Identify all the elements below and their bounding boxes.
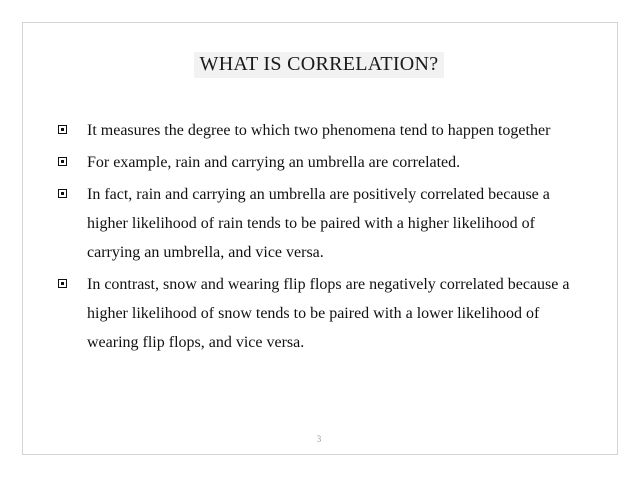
bullet-text: In contrast, snow and wearing flip flops are negatively correlated because a higher likelihood of snow tends to be paired with a lower likelihood of wearing flip flops, and vice versa. — [87, 276, 570, 351]
bullet-text: In fact, rain and carrying an umbrella are positively correlated because a higher likelihood of rain tends to be paired with a higher likelihood of carrying an umbrella, and vice versa. — [87, 186, 550, 261]
square-bullet-icon — [58, 279, 67, 288]
square-bullet-icon — [58, 189, 67, 198]
bullet-text: It measures the degree to which two phenomena tend to happen together — [87, 122, 551, 139]
title-container — [0, 52, 638, 78]
bullet-list — [58, 116, 586, 360]
square-bullet-icon — [58, 125, 67, 134]
bullet-item — [58, 148, 586, 177]
page-number: 3 — [316, 434, 322, 444]
square-bullet-icon — [58, 157, 67, 166]
bullet-item — [58, 116, 586, 145]
bullet-item — [58, 270, 586, 357]
bullet-text: For example, rain and carrying an umbrella are correlated. — [87, 154, 461, 171]
slide-title: WHAT IS CORRELATION? — [194, 52, 445, 78]
bullet-item — [58, 180, 586, 267]
